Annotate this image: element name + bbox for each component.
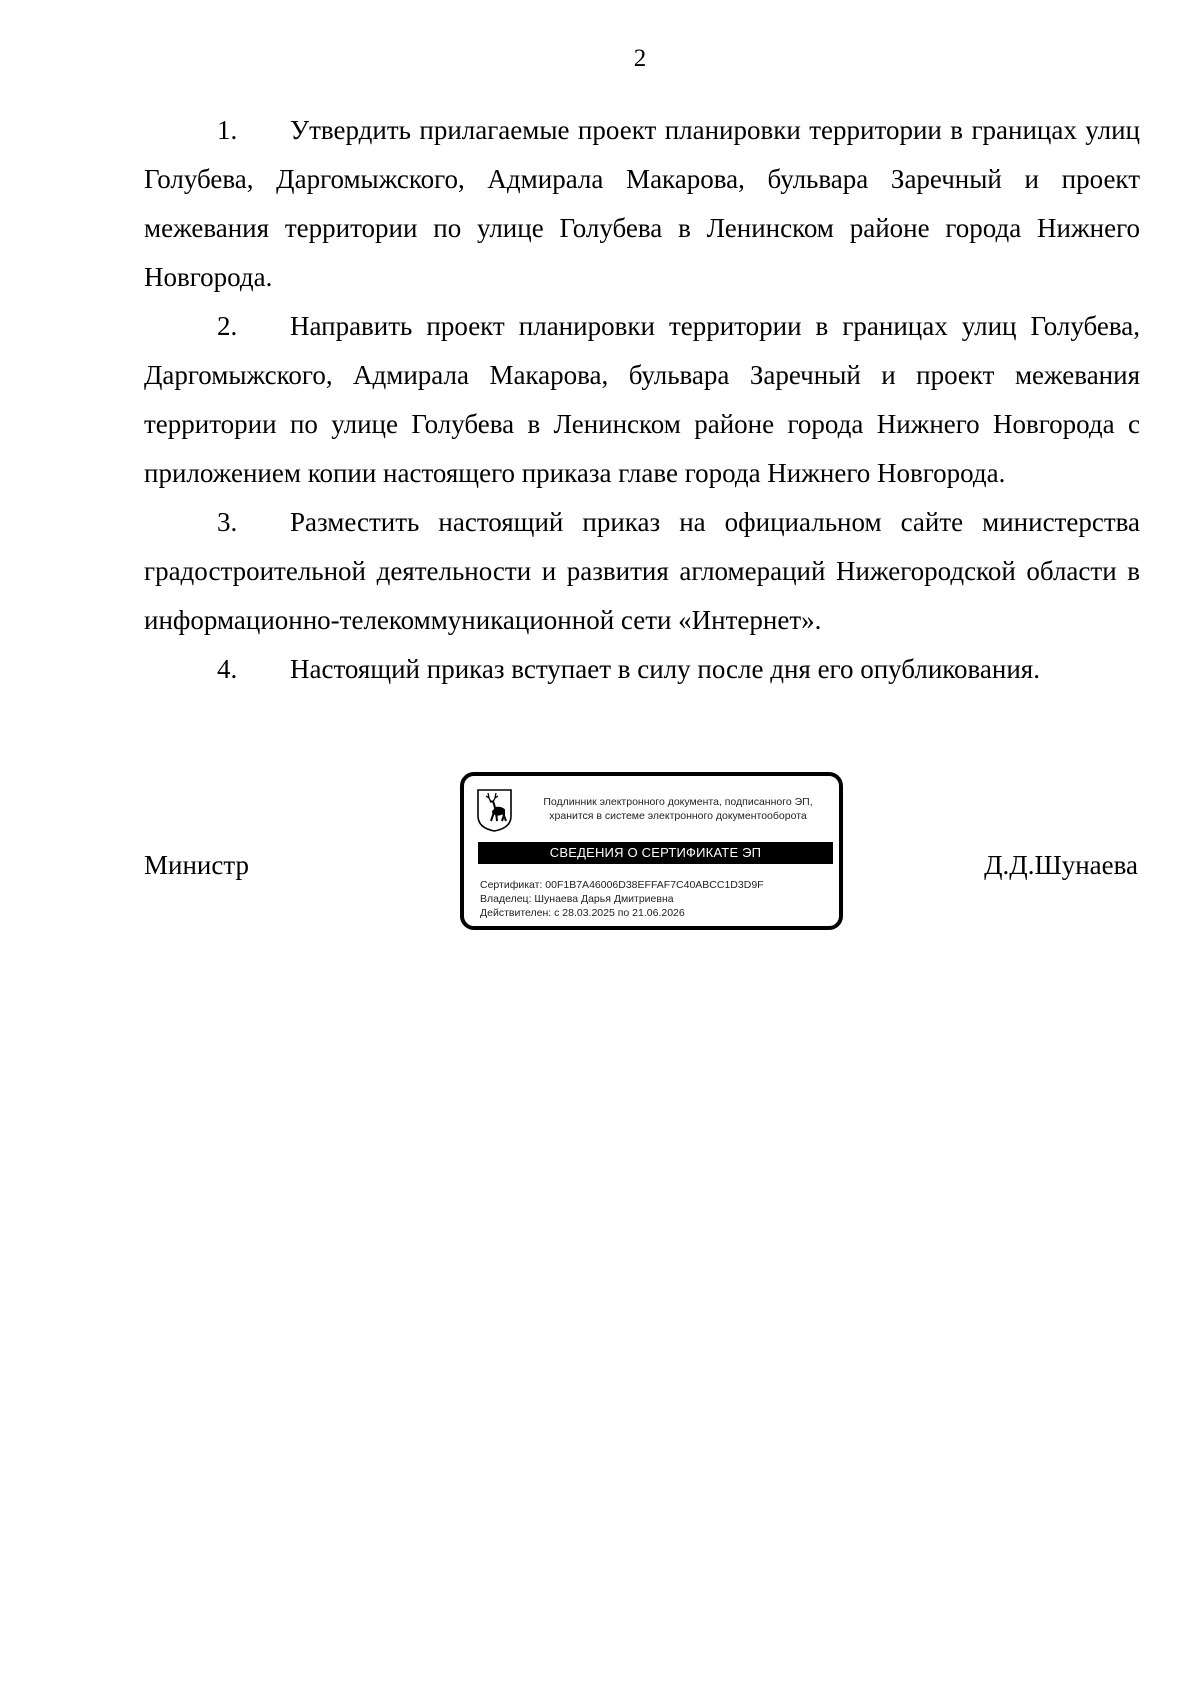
- certificate-number: Сертификат: 00F1B7A46006D38EFFAF7C40ABCC1D3D9F: [480, 879, 764, 891]
- paragraph-number: 3.: [217, 507, 238, 537]
- paragraph-text: Разместить настоящий приказ на официальном сайте министерства градостроительной деятельности и развития агломераций Нижегородской области в информационно-телекоммуникационной сети «Интернет».: [144, 507, 1140, 635]
- stamp-note-line-2: хранится в системе электронного документооборота: [549, 810, 807, 822]
- document-body: [144, 106, 1140, 694]
- paragraph-number: 1.: [217, 115, 238, 145]
- paragraph-text: Утвердить прилагаемые проект планировки территории в границах улиц Голубева, Даргомыжского, Адмирала Макарова, бульвара Заречный и проект межевания территории по улице Голубева в Ленинском районе города Нижнего Новгорода.: [144, 115, 1140, 292]
- coat-of-arms-icon: [476, 788, 513, 833]
- signatory-name: Д.Д.Шунаева: [984, 850, 1138, 880]
- certificate-owner: Владелец: Шунаева Дарья Дмитриевна: [480, 893, 674, 905]
- page-number: 2: [633, 45, 647, 72]
- paragraph-number: 2.: [217, 311, 238, 341]
- paragraph-4: [144, 645, 1140, 694]
- stamp-note: [518, 795, 838, 823]
- certificate-validity: Действителен: с 28.03.2025 по 21.06.2026: [480, 907, 685, 919]
- paragraph-2: [144, 302, 1140, 498]
- paragraph-3: [144, 498, 1140, 645]
- stamp-note-line-1: Подлинник электронного документа, подписанного ЭП,: [543, 796, 813, 808]
- paragraph-number: 4.: [217, 654, 238, 684]
- paragraph-text: Настоящий приказ вступает в силу после дня его опубликования.: [290, 654, 1040, 684]
- paragraph-1: [144, 106, 1140, 302]
- signatory-position: Министр: [144, 850, 249, 880]
- electronic-signature-stamp: [460, 772, 843, 930]
- paragraph-text: Направить проект планировки территории в границах улиц Голубева, Даргомыжского, Адмирала Макарова, бульвара Заречный и проект межевания территории по улице Голубева в Ленинском районе города Нижнего Новгорода с приложением копии настоящего приказа главе города Нижнего Новгорода.: [144, 311, 1140, 488]
- stamp-header: СВЕДЕНИЯ О СЕРТИФИКАТЕ ЭП: [478, 842, 833, 864]
- certificate-details: [480, 878, 764, 920]
